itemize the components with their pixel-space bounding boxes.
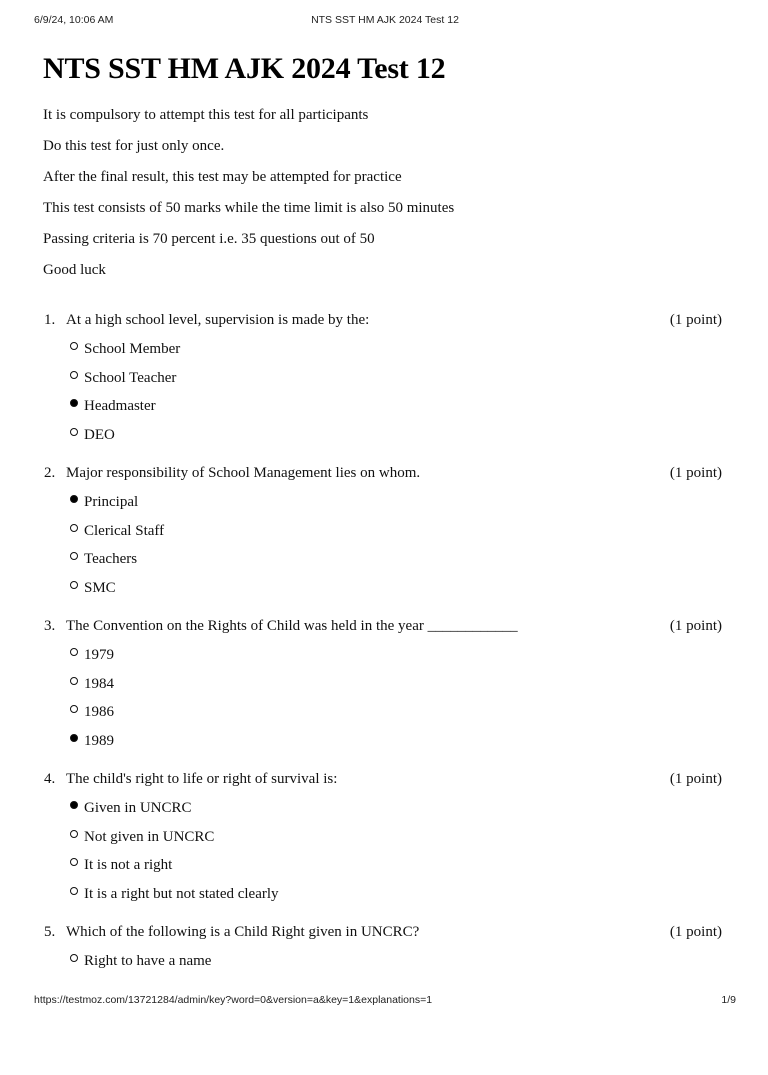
radio-button[interactable]: [70, 552, 78, 560]
instruction-line: Good luck: [43, 262, 106, 278]
radio-button[interactable]: [70, 342, 78, 350]
radio-button[interactable]: [70, 648, 78, 656]
page-title: NTS SST HM AJK 2024 Test 12: [43, 52, 446, 85]
option-label: It is a right but not stated clearly: [84, 885, 279, 902]
print-doc-title: NTS SST HM AJK 2024 Test 12: [311, 14, 459, 26]
answer-option[interactable]: [70, 521, 722, 550]
option-label: Not given in UNCRC: [84, 828, 215, 845]
answer-option[interactable]: [70, 396, 722, 425]
answer-option[interactable]: [70, 645, 722, 674]
option-label: Principal: [84, 494, 139, 510]
answer-option[interactable]: [70, 549, 722, 578]
question-text: The child's right to life or right of survival is:: [66, 771, 338, 787]
option-label: It is not a right: [84, 857, 173, 873]
question-number: 3.: [44, 618, 56, 634]
answer-option[interactable]: [70, 731, 722, 760]
print-footer: [34, 994, 736, 1008]
print-datetime: 6/9/24, 10:06 AM: [34, 14, 114, 26]
option-label: Headmaster: [84, 398, 156, 414]
option-label: DEO: [84, 426, 115, 443]
question-4: [44, 769, 722, 922]
radio-button[interactable]: [70, 524, 78, 532]
answer-option[interactable]: [70, 425, 722, 454]
answer-option[interactable]: [70, 674, 722, 703]
radio-button-selected[interactable]: [70, 399, 78, 407]
instruction-line: Passing criteria is 70 percent i.e. 35 questions out of 50: [43, 231, 375, 247]
question-2: [44, 463, 722, 616]
answer-option[interactable]: [70, 827, 722, 856]
question-number: 5.: [44, 924, 56, 940]
option-label: School Teacher: [84, 369, 177, 386]
instructions: [43, 105, 733, 291]
option-label: Right to have a name: [84, 953, 212, 969]
answer-option[interactable]: [70, 884, 722, 913]
instruction-line: After the final result, this test may be attempted for practice: [43, 169, 402, 185]
option-label: SMC: [84, 579, 116, 596]
answer-option[interactable]: [70, 578, 722, 607]
instruction-line: Do this test for just only once.: [43, 138, 225, 154]
question-points: (1 point): [669, 312, 722, 328]
answer-option[interactable]: [70, 368, 722, 397]
radio-button[interactable]: [70, 581, 78, 589]
question-number: 4.: [44, 771, 56, 787]
option-label: School Member: [84, 341, 181, 357]
answer-option[interactable]: [70, 855, 722, 884]
question-points: (1 point): [669, 771, 722, 787]
question-number: 1.: [44, 312, 56, 328]
option-label: 1986: [84, 704, 114, 720]
radio-button[interactable]: [70, 428, 78, 436]
question-points: (1 point): [669, 924, 722, 940]
answer-option[interactable]: [70, 951, 722, 980]
answer-option[interactable]: [70, 339, 722, 368]
answer-option[interactable]: [70, 492, 722, 521]
instruction-line: This test consists of 50 marks while the time limit is also 50 minutes: [43, 200, 455, 216]
radio-button[interactable]: [70, 677, 78, 685]
radio-button[interactable]: [70, 954, 78, 962]
print-header: [34, 14, 736, 30]
option-label: 1989: [84, 732, 114, 749]
question-points: (1 point): [669, 465, 722, 481]
question-text: The Convention on the Rights of Child was held in the year ____________: [66, 618, 518, 634]
option-label: Teachers: [84, 551, 138, 567]
answer-option[interactable]: [70, 798, 722, 827]
question-3: [44, 616, 722, 769]
question-text: At a high school level, supervision is made by the:: [66, 312, 370, 328]
option-label: 1979: [84, 647, 114, 663]
option-label: Clerical Staff: [84, 522, 165, 539]
radio-button[interactable]: [70, 371, 78, 379]
question-points: (1 point): [669, 618, 722, 634]
option-label: Given in UNCRC: [84, 800, 192, 816]
radio-button-selected[interactable]: [70, 495, 78, 503]
instruction-line: It is compulsory to attempt this test for all participants: [43, 107, 369, 123]
question-list: [44, 310, 722, 1075]
question-number: 2.: [44, 465, 56, 481]
radio-button-selected[interactable]: [70, 801, 78, 809]
radio-button[interactable]: [70, 858, 78, 866]
radio-button[interactable]: [70, 830, 78, 838]
print-url: https://testmoz.com/13721284/admin/key?word=0&version=a&key=1&explanations=1: [34, 994, 433, 1006]
option-label: 1984: [84, 675, 114, 692]
radio-button[interactable]: [70, 705, 78, 713]
question-text: Major responsibility of School Management lies on whom.: [66, 465, 421, 481]
radio-button[interactable]: [70, 887, 78, 895]
radio-button-selected[interactable]: [70, 734, 78, 742]
page-number: 1/9: [721, 994, 736, 1006]
question-text: Which of the following is a Child Right given in UNCRC?: [66, 924, 420, 940]
question-1: [44, 310, 722, 463]
answer-option[interactable]: [70, 702, 722, 731]
